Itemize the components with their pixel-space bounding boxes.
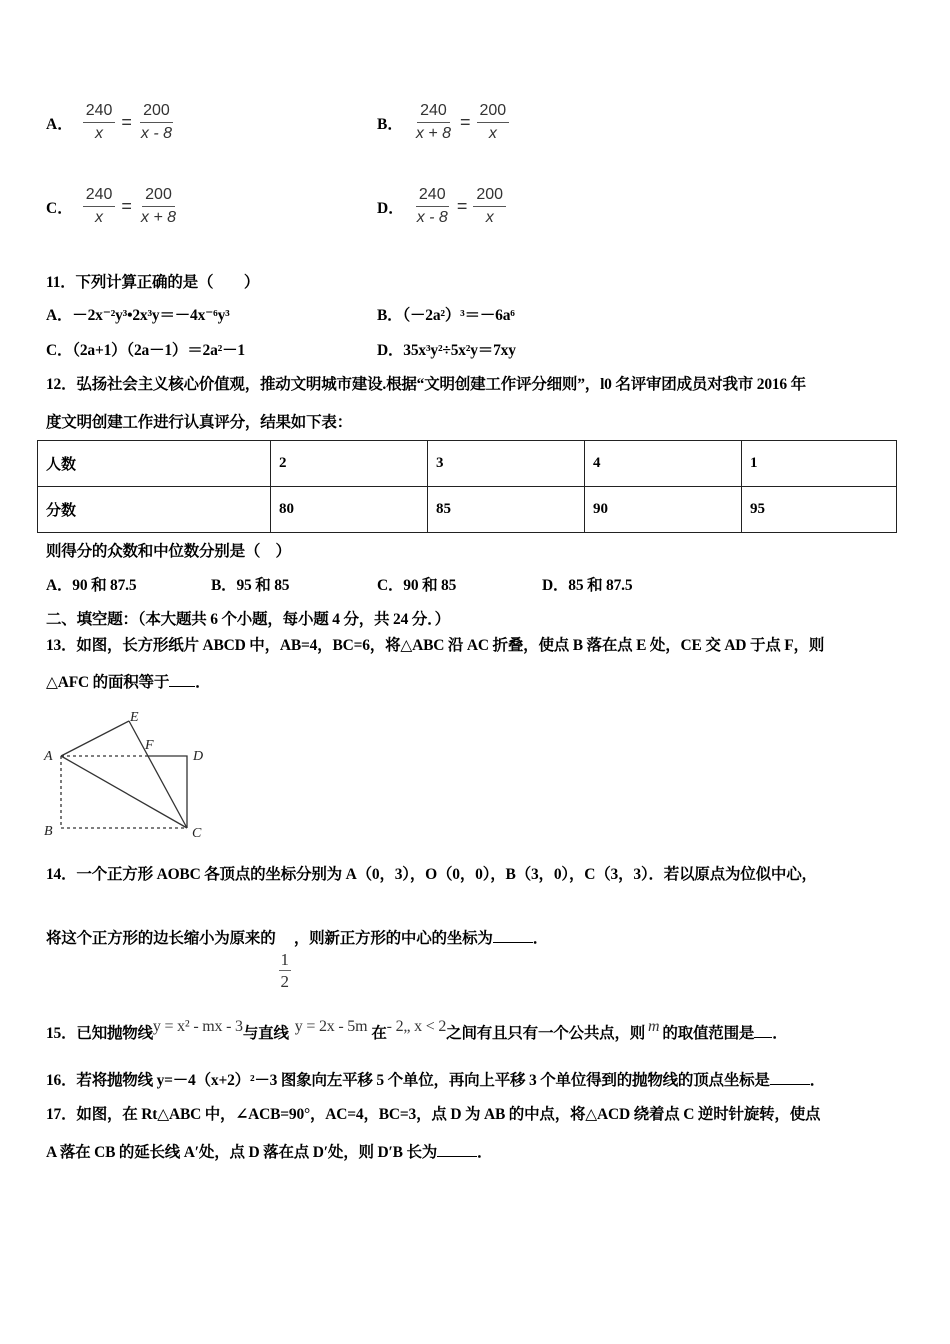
q11-option-d: D．35x³y²÷5x²y＝7xy — [377, 342, 516, 359]
label-a: A — [44, 749, 53, 764]
parabola-equation: y = x² - mx - 3 — [152, 1018, 243, 1035]
period: ． — [809, 1072, 826, 1089]
section-heading: 二、填空题：（本大题共 6 个小题，每小题 4 分，共 24 分．） — [46, 611, 450, 628]
q12-option-b: B．95 和 85 — [211, 577, 290, 594]
q12-option-c: C．90 和 85 — [377, 577, 457, 594]
q12-option-d: D．85 和 87.5 — [542, 577, 633, 594]
label-e: E — [130, 710, 139, 725]
answer-blank — [437, 1144, 477, 1157]
table-row — [38, 487, 897, 533]
q16-line — [46, 1068, 825, 1090]
equals-sign: = — [459, 112, 471, 132]
answer-blank — [754, 1025, 772, 1038]
q13-text: △AFC 的面积等于 — [46, 674, 170, 691]
q12-stem-line2: 度文明创建工作进行认真评分，结果如下表： — [46, 414, 353, 431]
q10-option-a — [46, 100, 175, 145]
q15-text: 与直线 — [242, 1025, 289, 1042]
table-cell: 分数 — [38, 487, 271, 533]
q17-line2 — [46, 1140, 492, 1162]
table-cell: 95 — [742, 487, 897, 533]
table-cell: 90 — [585, 487, 742, 533]
fraction: $\frac{200}{x - 8}$ — [140, 102, 173, 142]
fraction: $\frac{200}{x}$ — [477, 100, 510, 145]
option-label: D． — [377, 199, 404, 217]
fraction: $\frac{200}{x}$ — [473, 184, 506, 229]
option-label: A． — [46, 115, 73, 133]
fraction: $\frac{240}{x}$ — [83, 184, 116, 229]
table-cell: 80 — [271, 487, 428, 533]
period: ． — [477, 1144, 493, 1161]
q14-line1: 14．一个正方形 AOBC 各顶点的坐标分别为 A（0，3），O（0，0），B（3，0），C（3，3）．若以原点为位似中心， — [46, 866, 817, 883]
fraction: $\frac{200}{x + 8}$ — [140, 186, 177, 226]
q12-stem-line1: 12．弘扬社会主义核心价值观，推动文明城市建设.根据“文明创建工作评分细则”，l0 名评审团成员对我市 2016 年 — [46, 376, 806, 393]
label-c: C — [192, 826, 202, 841]
q13-line1: 13．如图，长方形纸片 ABCD 中，AB=4，BC=6，将△ABC 沿 AC 折叠，使点 B 落在点 E 处，CE 交 AD 于点 F，则 — [46, 637, 825, 654]
q10-option-c — [46, 184, 179, 229]
table-cell: 人数 — [38, 441, 271, 487]
table-cell: 1 — [742, 441, 897, 487]
answer-blank — [493, 930, 533, 943]
q15-line — [46, 1014, 788, 1042]
q14-text: ，则新正方形的中心的坐标为 — [293, 930, 493, 947]
equals-sign: = — [121, 112, 132, 132]
equals-sign: = — [121, 196, 132, 216]
q11-option-c: C．（2a+1）（2a－1）＝2a²－1 — [46, 342, 245, 359]
equals-sign: = — [456, 196, 468, 216]
q15-text: 之间有且只有一个公共点，则 — [446, 1025, 646, 1042]
fraction: $\frac{240}{x - 8}$ — [416, 186, 448, 226]
q15-text: 在 — [371, 1025, 387, 1042]
fraction-one-half: $\frac{1}{2}$ — [280, 950, 289, 991]
option-label: C． — [46, 199, 73, 217]
fraction: $\frac{240}{x + 8}$ — [415, 102, 451, 142]
label-d: D — [193, 749, 204, 764]
period: ． — [195, 674, 211, 691]
table-row — [38, 441, 897, 487]
q14-text: 将这个正方形的边长缩小为原来的 — [46, 930, 276, 947]
q12-option-a: A．90 和 87.5 — [46, 577, 137, 594]
q13-line2 — [46, 670, 210, 692]
q11-stem: 11．下列计算正确的是（ ） — [46, 274, 260, 291]
table-cell: 4 — [585, 441, 742, 487]
period: ． — [772, 1025, 788, 1042]
variable-m: m — [648, 1018, 660, 1035]
label-b: B — [44, 824, 53, 839]
q15-text: 15．已知抛物线 — [46, 1025, 153, 1042]
q11-option-a: A．－2x⁻²y³•2x³y＝－4x⁻⁶y³ — [46, 307, 230, 324]
q17-text: A 落在 CB 的延长线 A′处，点 D 落在点 D′处，则 D′B 长为 — [46, 1144, 438, 1161]
q17-line1: 17．如图，在 Rt△ABC 中，∠ACB=90°，AC=4，BC=3，点 D 为 AB 的中点，将△ACD 绕着点 C 逆时针旋转，使点 — [46, 1106, 821, 1123]
q14-line2 — [46, 926, 548, 993]
table-cell: 2 — [271, 441, 428, 487]
edge-ae — [61, 721, 129, 756]
q11-option-b: B．（－2a²）³＝－6a⁶ — [377, 307, 515, 324]
q16-text: 16．若将抛物线 y=－4（x+2）²－3 图象向左平移 5 个单位，再向上平移 3 个单位得到的抛物线的顶点坐标是 — [46, 1072, 770, 1089]
label-f: F — [145, 738, 154, 753]
q10-option-d — [377, 184, 506, 229]
q10-option-b — [377, 100, 509, 145]
q15-text: 的取值范围是 — [662, 1025, 755, 1042]
fold-rectangle-figure — [40, 705, 220, 845]
option-label: B． — [377, 115, 403, 133]
answer-blank — [169, 674, 195, 687]
q12-question: 则得分的众数和中位数分别是（ ） — [46, 543, 291, 560]
fraction: $\frac{240}{x}$ — [83, 100, 116, 145]
x-range: - 2„ x < 2 — [386, 1018, 447, 1035]
answer-blank — [770, 1072, 810, 1085]
score-table — [37, 440, 897, 533]
period: ． — [532, 930, 549, 947]
table-cell: 3 — [428, 441, 585, 487]
table-cell: 85 — [428, 487, 585, 533]
line-equation: y = 2x - 5m — [294, 1018, 368, 1035]
